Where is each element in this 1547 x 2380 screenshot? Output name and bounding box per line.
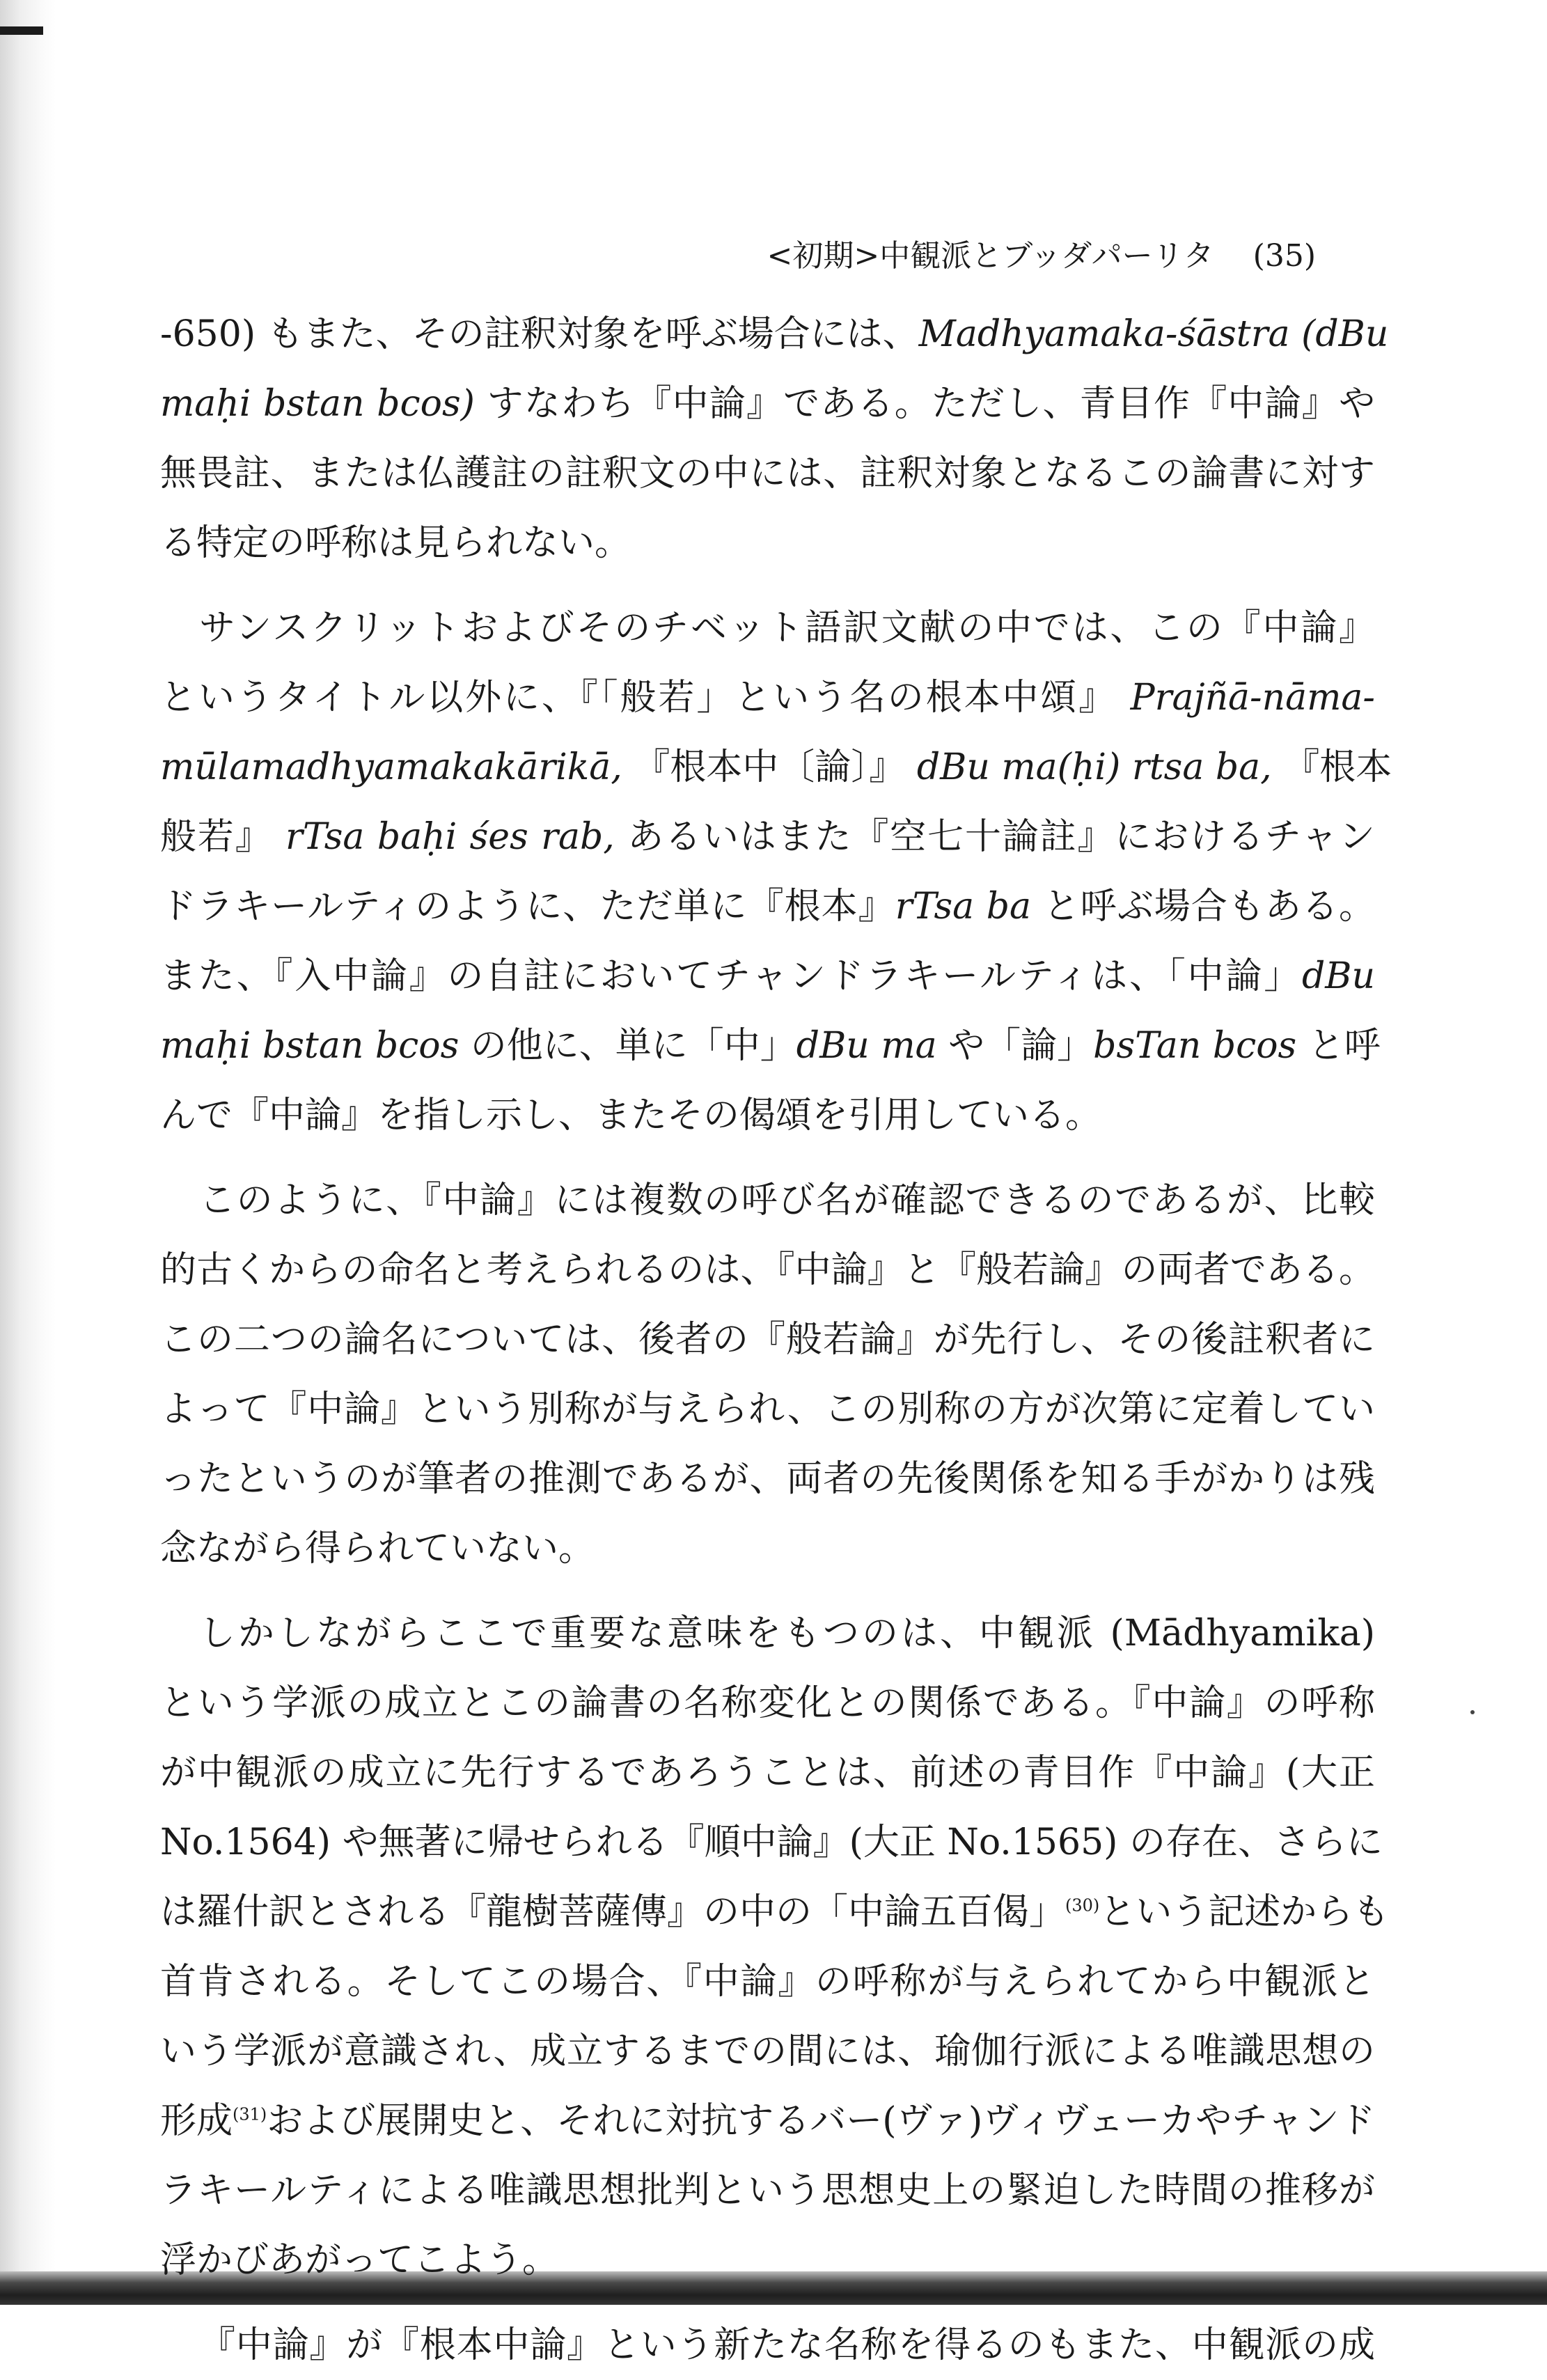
text-line: maḥi bstan bcos) すなわち『中論』である。ただし、青目作『中論』や [160, 383, 1375, 425]
footnote-ref: (31) [233, 2104, 267, 2124]
text-line: 的古くからの命名と考えられるのは、『中論』と『般若論』の両者である。 [160, 1249, 1375, 1291]
text-line: サンスクリットおよびそのチベット語訳文献の中では、この『中論』 [199, 607, 1375, 649]
text-line: いう学派が意識され、成立するまでの間には、瑜伽行派による唯識思想の [160, 2030, 1375, 2072]
text-line: る特定の呼称は見られない。 [160, 522, 631, 564]
text-line: 念ながら得られていない。 [160, 1528, 595, 1569]
text-line: ったというのが筆者の推測であるが、両者の先後関係を知る手がかりは残 [160, 1458, 1375, 1500]
text-line: このように、『中論』には複数の呼び名が確認できるのであるが、比較 [199, 1180, 1375, 1221]
text-line: 『中論』が『根本中論』という新たな名称を得るのもまた、中観派の成 [199, 2324, 1375, 2366]
text-line: 浮かびあがってこよう。 [160, 2239, 559, 2281]
text-line: mūlamadhyamakakārikā, 『根本中〔論〕』 dBu ma(ḥi) rtsa ba, 『根本 [160, 746, 1392, 788]
text-line: 首肯される。そしてこの場合、『中論』の呼称が与えられてから中観派と [160, 1961, 1375, 2003]
page-number: (35) [1252, 238, 1316, 274]
running-title: <初期>中観派とブッダパーリタ [767, 238, 1214, 274]
text-line: という学派の成立とこの論書の名称変化との関係である。『中論』の呼称 [160, 1682, 1375, 1724]
text-line: 形成$^{(31)}$および展開史と、それに対抗するバー(ヴァ)ヴィヴェーカやチャンド [160, 2100, 1376, 2142]
text-line: No.1564) や無著に帰せられる『順中論』(大正 No.1565) の存在、さらに [160, 1822, 1383, 1863]
text-line: -650) もまた、その註釈対象を呼ぶ場合には、Madhyamaka-śāstra (dBu [160, 313, 1389, 355]
running-header [703, 228, 1316, 284]
footnote-ref: (30) [1065, 1895, 1100, 1916]
body-text [160, 299, 1392, 2380]
text-line: んで『中論』を指し示し、またその偈頌を引用している。 [160, 1095, 1102, 1136]
text-line: 無畏註、または仏護註の註釈文の中には、註釈対象となるこの論書に対す [160, 453, 1375, 494]
text-line: よって『中論』という別称が与えられ、この別称の方が次第に定着してい [160, 1388, 1375, 1430]
text-line: 般若』 rTsa baḥi śes rab, あるいはまた『空七十論註』におけるチャン [160, 816, 1375, 858]
scan-corner-mark [0, 26, 43, 35]
text-line: が中観派の成立に先行するであろうことは、前述の青目作『中論』(大正 [160, 1752, 1375, 1794]
text-line: また、『入中論』の自註においてチャンドラキールティは、「中論」dBu [160, 955, 1375, 997]
scan-speck [1470, 1710, 1475, 1714]
text-line: ラキールティによる唯識思想批判という思想史上の緊迫した時間の推移が [160, 2170, 1375, 2211]
text-line: maḥi bstan bcos の他に、単に「中」dBu ma や「論」bsTan bcos と呼 [160, 1025, 1381, 1067]
text-line: ドラキールティのように、ただ単に『根本』rTsa ba と呼ぶ場合もある。 [160, 886, 1375, 927]
text-line: しかしながらここで重要な意味をもつのは、中観派 (Mādhyamika) [199, 1613, 1375, 1654]
text-line: この二つの論名については、後者の『般若論』が先行し、その後註釈者に [160, 1319, 1375, 1361]
text-line: というタイトル以外に、『「般若」という名の根本中頌』 Prajñā-nāma- [160, 677, 1376, 719]
text-line: は羅什訳とされる『龍樹菩薩傳』の中の「中論五百偈」$^{(30)}$という記述からも [160, 1891, 1390, 1933]
scan-left-edge-shadow [0, 0, 56, 2305]
